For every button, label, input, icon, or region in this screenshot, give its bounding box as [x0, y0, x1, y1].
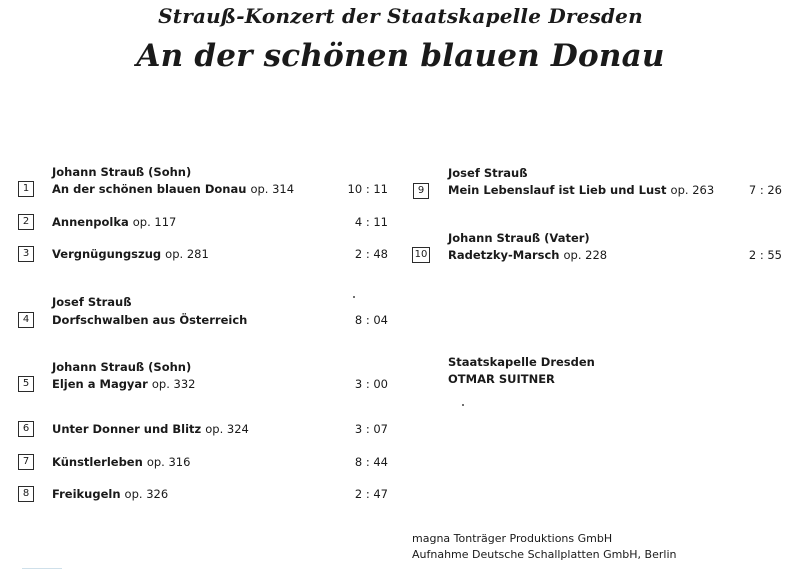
- track-number-box: 10: [412, 247, 430, 263]
- track-name: An der schönen blauen Donau: [52, 182, 247, 196]
- track-duration: 8 : 44: [354, 455, 388, 469]
- track-number-box: 2: [18, 214, 34, 230]
- track-duration: 8 : 04: [354, 313, 388, 327]
- album-title: An der schönen blauen Donau: [136, 38, 665, 74]
- track-number-box: 3: [18, 246, 34, 262]
- track-title: [52, 247, 209, 261]
- track-number-box: 7: [18, 454, 34, 470]
- track-opus: op. 228: [563, 248, 608, 262]
- label-credit: magna Tonträger Produktions GmbH: [412, 532, 613, 545]
- track-name: Radetzky-Marsch: [448, 248, 560, 262]
- track-opus: op. 316: [146, 455, 191, 469]
- track-title: [52, 215, 176, 229]
- orchestra-name: Staatskapelle Dresden: [448, 355, 595, 369]
- track-duration: 10 : 11: [347, 182, 388, 196]
- composer-heading: Josef Strauß: [448, 166, 528, 180]
- track-title: [52, 487, 168, 501]
- track-name: Eljen a Magyar: [52, 377, 148, 391]
- scan-speck: [462, 404, 464, 406]
- track-name: Künstlerleben: [52, 455, 143, 469]
- track-number-box: 8: [18, 486, 34, 502]
- composer-heading: Josef Strauß: [52, 295, 132, 309]
- track-name: Unter Donner und Blitz: [52, 422, 202, 436]
- track-number-box: 5: [18, 376, 34, 392]
- track-opus: op. 117: [132, 215, 177, 229]
- track-duration: 3 : 07: [354, 422, 388, 436]
- track-title: [52, 455, 190, 469]
- track-title: [52, 377, 195, 391]
- composer-heading: Johann Strauß (Sohn): [52, 165, 192, 179]
- track-duration: 2 : 55: [748, 248, 782, 262]
- track-opus: op. 263: [670, 183, 715, 197]
- track-title: [448, 183, 714, 197]
- track-name: Vergnügungszug: [52, 247, 162, 261]
- conductor-name: OTMAR SUITNER: [448, 372, 555, 386]
- track-name: Mein Lebenslauf ist Lieb und Lust: [448, 183, 667, 197]
- composer-heading: Johann Strauß (Sohn): [52, 360, 192, 374]
- track-duration: 2 : 47: [354, 487, 388, 501]
- track-number-box: 9: [413, 183, 429, 199]
- track-opus: op. 281: [165, 247, 209, 261]
- scan-artifact-line: [22, 568, 62, 569]
- track-number-box: 1: [18, 181, 34, 197]
- track-opus: op. 324: [205, 422, 249, 436]
- track-opus: op. 326: [124, 487, 169, 501]
- track-title: [52, 182, 294, 196]
- recording-credit: Aufnahme Deutsche Schallplatten GmbH, Berlin: [412, 548, 677, 561]
- track-title: [52, 422, 249, 436]
- composer-heading: Johann Strauß (Vater): [448, 231, 590, 245]
- track-duration: 2 : 48: [354, 247, 388, 261]
- track-duration: 7 : 26: [748, 183, 782, 197]
- track-title: [52, 313, 247, 327]
- track-number-box: 6: [18, 421, 34, 437]
- track-duration: 4 : 11: [354, 215, 388, 229]
- track-opus: op. 332: [151, 377, 196, 391]
- track-name: Annenpolka: [52, 215, 129, 229]
- track-number-box: 4: [18, 312, 34, 328]
- track-name: Freikugeln: [52, 487, 121, 501]
- concert-subtitle: Strauß-Konzert der Staatskapelle Dresden: [158, 4, 643, 28]
- scan-speck: [353, 296, 355, 298]
- track-duration: 3 : 00: [354, 377, 388, 391]
- track-opus: op. 314: [250, 182, 295, 196]
- track-title: [448, 248, 607, 262]
- track-name: Dorfschwalben aus Österreich: [52, 313, 248, 327]
